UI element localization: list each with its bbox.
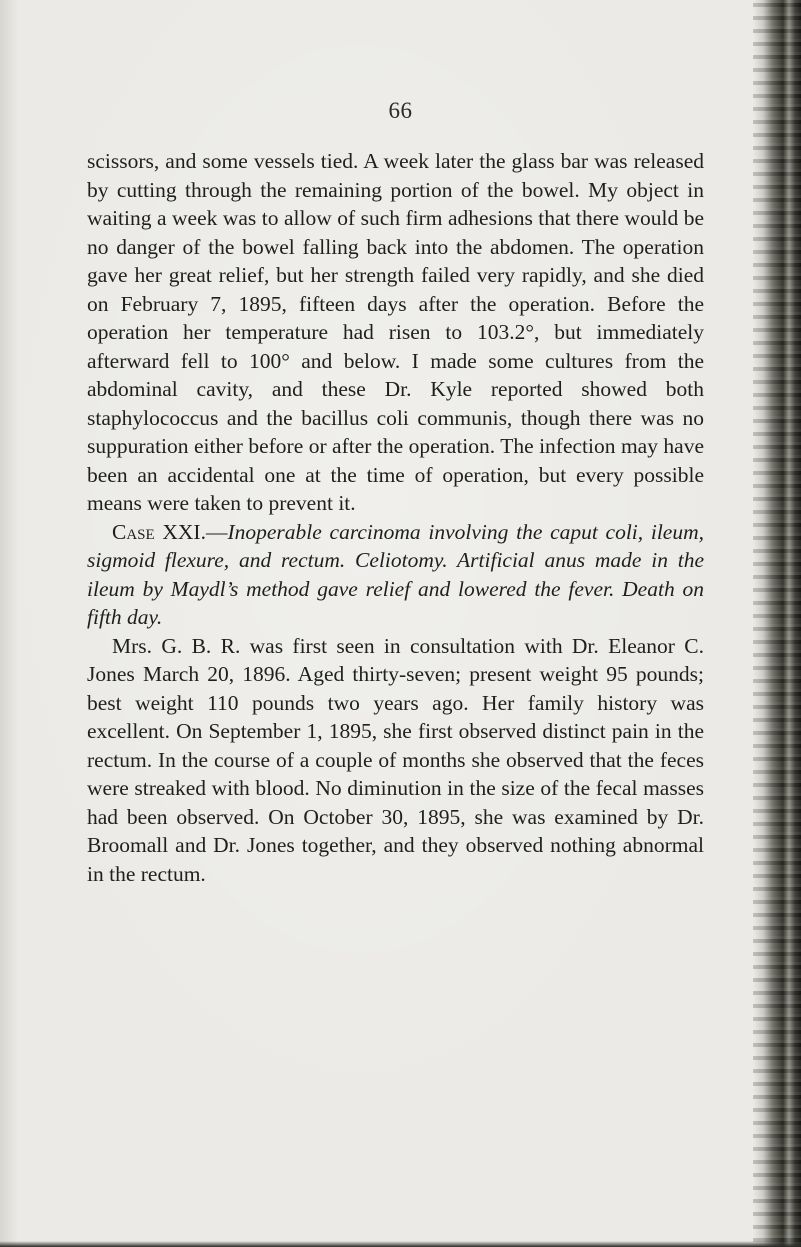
case-title: Inoperable carcinoma involving the caput coli, ileum, sigmoid flexure, and rectum. Celiotomy. Artificial anus made in the ileum by Maydl’s method gave relief and lowered the fever. Death on fifth day. (87, 519, 704, 629)
gutter-shadow (0, 0, 18, 1247)
page-number: 66 (388, 98, 413, 123)
page-edge-stack (753, 0, 801, 1247)
paragraph-case-history: Mrs. G. B. R. was first seen in consultation with Dr. Eleanor C. Jones March 20, 1896. Aged thirty-seven; present weight 95 pounds; best weight 110 pounds two years ago. Her family history was excellent. On September 1, 1895, she first observed distinct pain in the rectum. In the course of a couple of months she observed that the feces were streaked with blood. No diminution in the size of the fecal masses had been observed. On October 30, 1895, she was examined by Dr. Broomall and Dr. Jones together, and they observed nothing abnormal in the rectum. (87, 633, 704, 886)
case-label: Case XXI. (112, 519, 206, 544)
case-dash: — (205, 519, 228, 544)
body-text (87, 147, 704, 888)
page-bottom-edge (0, 1241, 801, 1247)
paragraph-continued: scissors, and some vessels tied. A week later the glass bar was released by cutting through the remaining portion of the bowel. My object in waiting a week was to allow of such firm adhesions that there would be no danger of the bowel falling back into the abdomen. The operation gave her great relief, but her strength failed very rapidly, and she died on February 7, 1895, fifteen days after the operation. Before the operation her temperature had risen to 103.2°, but immediately afterward fell to 100° and below. I made some cultures from the abdominal cavity, and these Dr. Kyle reported showed both staphylococcus and the bacillus coli communis, though there was no suppuration either before or after the operation. The infection may have been an accidental one at the time of operation, but every possible means were taken to prevent it. (87, 149, 704, 515)
case-heading (87, 518, 704, 632)
